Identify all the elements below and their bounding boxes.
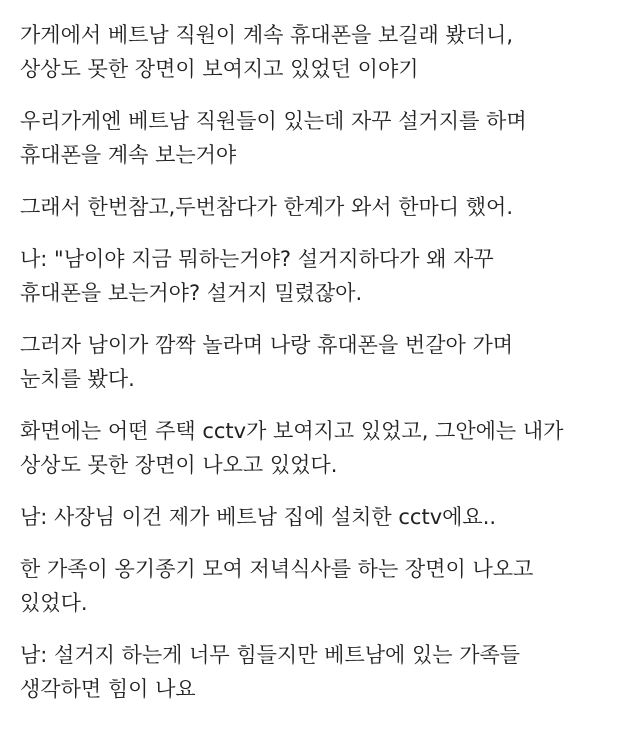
text-line: 남: 설거지 하는게 너무 힘들지만 베트남에 있는 가족들 — [20, 643, 521, 667]
paragraph — [20, 190, 624, 224]
paragraph — [20, 104, 624, 172]
paragraph — [20, 552, 624, 620]
text-line: 그러자 남이가 깜짝 놀라며 나랑 휴대폰을 번갈아 가며 — [20, 333, 514, 357]
text-line: 휴대폰을 계속 보는거야 — [20, 143, 237, 167]
text-line: 우리가게엔 베트남 직원들이 있는데 자꾸 설거지를 하며 — [20, 109, 527, 133]
paragraph — [20, 638, 624, 706]
text-line: 나: "남이야 지금 뭐하는거야? 설거지하다가 왜 자꾸 — [20, 247, 494, 271]
text-line: 상상도 못한 장면이 보여지고 있었던 이야기 — [20, 57, 419, 81]
text-line: 있었다. — [20, 591, 88, 615]
text-line: 남: 사장님 이건 제가 베트남 집에 설치한 cctv에요.. — [20, 505, 497, 529]
text-line: 휴대폰을 보는거야? 설거지 밀렸잖아. — [20, 281, 363, 305]
text-line: 한 가족이 옹기종기 모여 저녁식사를 하는 장면이 나오고 — [20, 557, 534, 581]
paragraph — [20, 414, 624, 482]
paragraph — [20, 242, 624, 310]
paragraph — [20, 328, 624, 396]
text-line: 화면에는 어떤 주택 cctv가 보여지고 있었고, 그안에는 내가 — [20, 419, 564, 443]
paragraph — [20, 18, 624, 86]
text-line: 생각하면 힘이 나요 — [20, 677, 196, 701]
text-line: 눈치를 봤다. — [20, 367, 135, 391]
text-line: 그래서 한번참고,두번참다가 한계가 와서 한마디 했어. — [20, 195, 514, 219]
text-line: 상상도 못한 장면이 나오고 있었다. — [20, 453, 338, 477]
story-text — [20, 18, 624, 724]
paragraph — [20, 500, 624, 534]
text-line: 가게에서 베트남 직원이 계속 휴대폰을 보길래 봤더니, — [20, 23, 514, 47]
